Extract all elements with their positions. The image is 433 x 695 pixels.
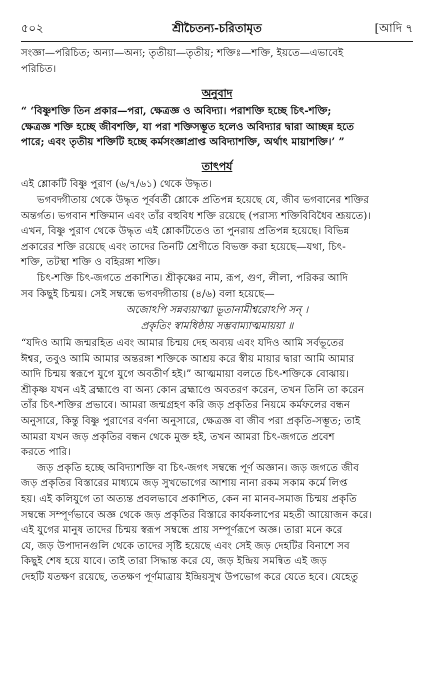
- text-line: এই শ্লোকটি বিষ্ণু পুরাণ (৬/৭/৬১) থেকে উদ্ধৃত।: [21, 179, 212, 191]
- book-title: শ্রীচৈতন্য-চরিতামৃত: [172, 21, 262, 35]
- page-header: [21, 18, 413, 38]
- text-line: হয়। এই কলিযুগে তা অত্যন্ত প্রবলভাবে প্রকাশিত, কেন না মানব-সমাজ চিন্ময় প্রকৃতি: [21, 493, 357, 505]
- text-line: অন্তর্গত। ভগবান শক্তিমান এবং তাঁর বহুবিধ শক্তি রয়েছে (পরাস্য শক্তিবিবিধৈব শ্রূয়তে)।: [21, 210, 371, 222]
- text-line: ভগবদ্গীতায় থেকে উদ্ধৃত পূর্ববর্তী শ্লোকে প্রতিপন্ন হয়েছে যে, জীব ভগবানের শক্তির: [37, 195, 370, 206]
- purport-paragraph-4: [21, 336, 413, 461]
- text-line: দেহটি যতক্ষণ রয়েছে, ততক্ষণ পূর্ণমাত্রায় ইন্দ্রিয়সুখ উপভোগ করে যেতে হবে। যেহেতু: [21, 571, 359, 583]
- text-line: সম্বন্ধে সম্পূর্ণভাবে অজ্ঞ থেকে জড় প্রকৃতির বিস্তারে কার্যকলাপের মহতী আয়োজন করে।: [21, 509, 373, 521]
- purport-paragraph-5: [21, 461, 413, 586]
- text-line: পরিচিত।: [21, 63, 57, 75]
- text-line: প্রকারের শক্তি রয়েছে এবং তাদের তিনটি শ্রেণীতে বিভক্ত করা হয়েছে—যথা, চিৎ-: [21, 241, 346, 253]
- text-line: “ ‘বিষ্ণুশক্তি তিন প্রকার—পরা, ক্ষেত্রজ্ঞ ও অবিদ্যা। পরাশক্তি হচ্ছে চিৎ-শক্তি;: [21, 105, 332, 118]
- text-line: ক্ষেত্রজ্ঞ শক্তি হচ্ছে জীবশক্তি, যা পরা শক্তিসম্ভূত হলেও অবিদ্যার দ্বারা আচ্ছন্ন হতে: [21, 120, 355, 133]
- text-line: তাঁর চিৎ-শক্তির প্রভাবে। আমরা জন্মগ্রহণ করি জড় প্রকৃতির নিয়মে কর্মফলের বন্ধন: [21, 400, 350, 412]
- text-line: এই যুগের মানুষ তাদের চিন্ময় স্বরূপ সম্বন্ধে প্রায় সম্পূর্ণরূপে অজ্ঞ। তারা মনে করে: [21, 525, 343, 537]
- translation-paragraph: [21, 104, 413, 150]
- page-number: ৫০২: [21, 21, 44, 35]
- synonyms-paragraph: [21, 46, 413, 77]
- text-line: “যদিও আমি জন্মরহিত এবং আমার চিন্ময় দেহ অব্যয় এবং যদিও আমি সর্বভূতের: [21, 337, 344, 349]
- purport-heading: তাৎপর্য: [201, 160, 233, 174]
- text-line: আদি চিন্ময় স্বরূপে যুগে যুগে অবতীর্ণ হই।” আত্মমায়া বলতে চিৎ-শক্তিকে বোঝায়।: [21, 369, 349, 381]
- text-line: অনুসারে, কিন্তু বিষ্ণু পুরাণের বর্ণনা অনুসারে, ক্ষেত্রজ্ঞ বা জীব পরা প্রকৃতি-সম্ভূত; তাই: [21, 415, 361, 427]
- text-line: সব কিছুই চিন্ময়। সেই সম্বন্ধে ভগবদ্গীতায় (৪/৬) বলা হয়েছে—: [21, 288, 275, 300]
- text-line: পারে; এবং তৃতীয় শক্তিটি হচ্ছে কর্মসংজ্ঞাপ্রাপ্ত অবিদ্যাশক্তি, অর্থাৎ মায়াশক্তি।’ ”: [21, 136, 345, 148]
- text-line: শ্রীকৃষ্ণ যখন এই ব্রহ্মাণ্ডে বা অন্য কোন ব্রহ্মাণ্ডে অবতরণ করেন, তখন তিনি তা করেন: [21, 384, 365, 396]
- sanskrit-verse: [21, 303, 413, 334]
- purport-paragraph-3: [21, 271, 413, 302]
- translation-heading: অনুবাদ: [201, 87, 233, 101]
- text-line: যে, জড় উপাদানগুলি থেকে তাদের সৃষ্টি হয়েছে এবং সেই জড় দেহটির বিনাশে সব: [21, 540, 350, 552]
- text-line: শক্তি, তটস্থা শক্তি ও বহিরঙ্গা শক্তি।: [21, 257, 161, 269]
- text-line: চিৎ-শক্তি চিৎ-জগতে প্রকাশিত। শ্রীকৃষ্ণের নাম, রূপ, গুণ, লীলা, পরিকর আদি: [37, 272, 348, 284]
- header-divider: [21, 41, 413, 42]
- chapter-reference: [আদি ৭: [374, 21, 413, 35]
- text-line: করতে পারি।: [21, 447, 71, 459]
- purport-paragraph-1: [21, 177, 413, 193]
- text-line: সংজ্ঞা—পরিচিত; অন্যা—অন্য; তৃতীয়া—তৃতীয়; শক্তিঃ—শক্তি, ইয়তে—এভাবেই: [21, 48, 344, 59]
- text-line: জড় প্রকৃতি হচ্ছে অবিদ্যাশক্তি বা চিৎ-জগৎ সম্বন্ধে পূর্ণ অজ্ঞান। জড় জগতে জীব: [37, 462, 359, 474]
- text-line: আমরা যখন জড় প্রকৃতির বন্ধন থেকে মুক্ত হই, তখন আমরা চিৎ-জগতে প্রবেশ: [21, 431, 335, 443]
- verse-line: অজোঽপি সন্নব্যয়াত্মা ভূতানামীশ্বরোঽপি সন্ ।: [125, 305, 309, 317]
- text-line: ঈশ্বর, তবুও আমি আমার অন্তরঙ্গা শক্তিকে আশ্রয় করে স্বীয় মায়ার দ্বারা আমি আমার: [21, 353, 355, 365]
- text-line: কিছুই শেষ হয়ে যাবে। তাই তারা সিদ্ধান্ত করে যে, জড় ইন্দ্রিয় সমন্বিত এই জড়: [21, 556, 327, 568]
- text-line: জড় প্রকৃতির বিস্তারের মাধ্যমে জড় সুখভোগের আশায় নানা রকম সকাম কর্মে লিপ্ত: [21, 478, 348, 490]
- verse-line: প্রকৃতিং স্বামধিষ্ঠায় সম্ভবাম্যাত্মমায়য়া ॥: [140, 320, 294, 332]
- purport-paragraph-2: [21, 193, 413, 271]
- text-line: এখন, বিষ্ণু পুরাণ থেকে উদ্ধৃত এই শ্লোকটিতেও তা পুনরায় প্রতিপন্ন হয়েছে। বিভিন্ন: [21, 226, 350, 238]
